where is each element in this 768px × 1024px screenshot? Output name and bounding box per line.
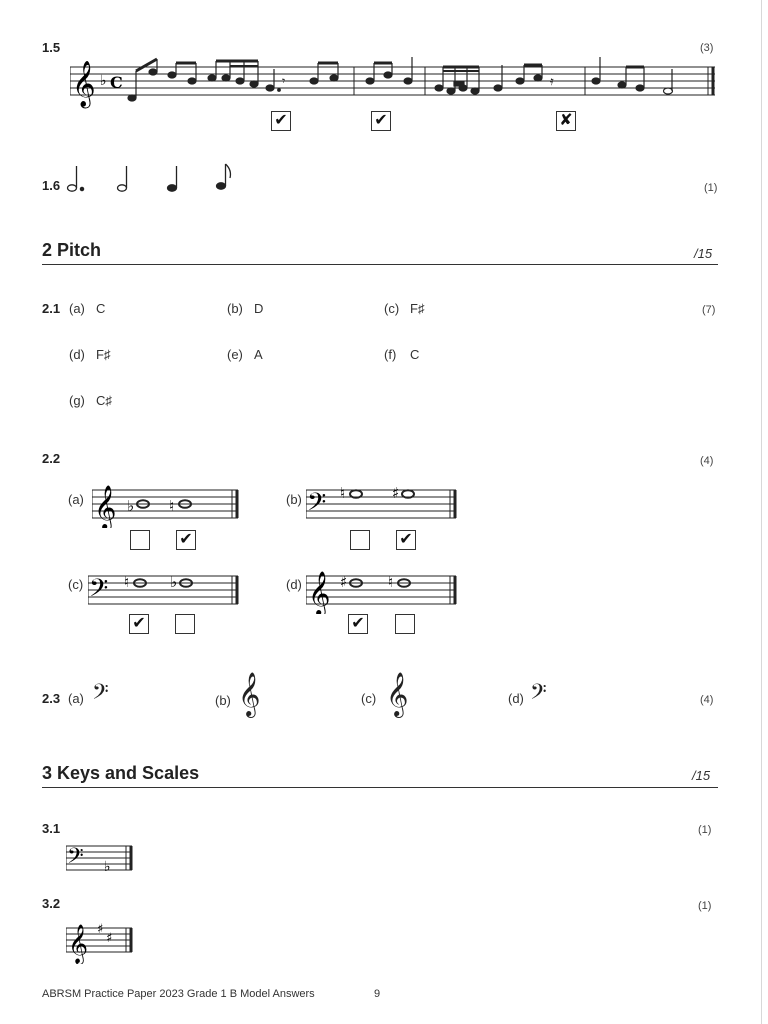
answer-value: C: [96, 301, 106, 316]
bass-clef-icon: 𝄢: [89, 574, 109, 609]
item-label: (c): [68, 577, 84, 592]
answer-label: (c): [384, 301, 400, 316]
flat-icon: ♭: [104, 859, 111, 875]
treble-clef-icon: 𝄞: [308, 571, 331, 614]
tick-box[interactable]: ✔: [396, 530, 416, 550]
marks: (7): [702, 304, 716, 316]
treble-clef-icon: 𝄞: [386, 672, 409, 716]
footer-text: ABRSM Practice Paper 2023 Grade 1 B Model Answers: [42, 988, 315, 1000]
page-edge: [761, 0, 762, 1024]
question-number: 2.1: [42, 301, 61, 316]
question-number: 2.2: [42, 451, 61, 466]
tick-box[interactable]: [175, 614, 195, 634]
answer-label: (a): [69, 301, 85, 316]
answer-value: F♯: [410, 301, 425, 316]
flat-icon: ♭: [100, 73, 107, 89]
tick-box[interactable]: [395, 614, 415, 634]
item-label: (a): [68, 492, 84, 507]
half-note-icon: [118, 185, 127, 191]
tick-box[interactable]: ✔: [371, 111, 391, 131]
question-number: 1.6: [42, 178, 61, 193]
quarter-note-icon: [168, 185, 177, 191]
cross-box[interactable]: ✘: [556, 111, 576, 131]
sharp-icon: ♯: [106, 931, 113, 946]
answer-value: F♯: [96, 347, 111, 362]
item-label: (b): [215, 693, 231, 708]
eighth-rest-icon: 𝄾: [282, 74, 286, 88]
item-label: (c): [361, 691, 377, 706]
tick-box[interactable]: ✔: [271, 111, 291, 131]
key-signature-staff: [66, 838, 138, 878]
bass-clef-icon: 𝄢: [307, 488, 327, 523]
treble-clef-icon: 𝄞: [94, 485, 117, 528]
question-number: 3.2: [42, 896, 61, 911]
marks: (3): [700, 42, 714, 54]
natural-icon: ♮: [169, 497, 175, 515]
staff-d: [306, 566, 460, 614]
natural-icon: ♮: [340, 484, 346, 502]
section-title: 3 Keys and Scales: [42, 763, 200, 783]
marks: (1): [704, 182, 718, 194]
section-rule: [42, 264, 718, 265]
answer-value: C: [410, 347, 420, 362]
sharp-icon: ♯: [97, 922, 104, 937]
item-label: (d): [286, 577, 302, 592]
answer-label: (e): [227, 347, 243, 362]
answer-label: (g): [69, 393, 85, 408]
question-number: 2.3: [42, 691, 61, 706]
flat-icon: ♭: [170, 573, 178, 591]
question-number: 3.1: [42, 821, 61, 836]
section-rule: [42, 787, 718, 788]
item-label: (a): [68, 691, 84, 706]
sixteenth-rest-icon: 𝄿: [550, 74, 554, 88]
natural-icon: ♮: [124, 573, 130, 591]
marks: (1): [698, 824, 712, 836]
marks: (1): [698, 900, 712, 912]
treble-clef-icon: 𝄞: [72, 61, 96, 107]
key-signature-staff: [66, 914, 138, 964]
question-number: 1.5: [42, 40, 61, 55]
note-values: [66, 160, 246, 196]
treble-clef-icon: 𝄞: [238, 672, 261, 716]
bass-clef-icon: 𝄢: [92, 680, 109, 710]
tick-box[interactable]: ✔: [348, 614, 368, 634]
tick-box[interactable]: ✔: [176, 530, 196, 550]
eighth-note-icon: [217, 183, 226, 189]
answer-label: (f): [384, 347, 397, 362]
page-number: 9: [374, 988, 381, 1000]
dotted-half-note-icon: [68, 185, 77, 191]
treble-clef-icon: 𝄞: [68, 924, 89, 964]
answer-label: (d): [69, 347, 85, 362]
staff-b: [306, 480, 460, 528]
bass-clef-icon: 𝄢: [67, 844, 84, 874]
common-time-icon: C: [110, 73, 123, 92]
sharp-icon: ♯: [340, 573, 348, 591]
item-label: (d): [508, 691, 524, 706]
tick-box[interactable]: ✔: [129, 614, 149, 634]
answer-value: C♯: [96, 393, 112, 408]
answer-value: A: [254, 347, 263, 362]
item-label: (b): [286, 492, 302, 507]
marks: (4): [700, 694, 714, 706]
answer-label: (b): [227, 301, 243, 316]
tick-box[interactable]: [350, 530, 370, 550]
section-score: /15: [692, 768, 711, 783]
staff-a: [92, 480, 242, 528]
flat-icon: ♭: [127, 497, 135, 515]
section-title: 2 Pitch: [42, 240, 102, 260]
sharp-icon: ♯: [392, 484, 400, 502]
staff-c: [88, 566, 242, 614]
melody-notes: [128, 57, 673, 101]
section-score: /15: [694, 246, 713, 261]
natural-icon: ♮: [388, 573, 394, 591]
bass-clef-icon: 𝄢: [530, 680, 547, 710]
tick-box[interactable]: [130, 530, 150, 550]
marks: (4): [700, 455, 714, 467]
melody-staff: [70, 55, 720, 115]
answer-value: D: [254, 301, 264, 316]
